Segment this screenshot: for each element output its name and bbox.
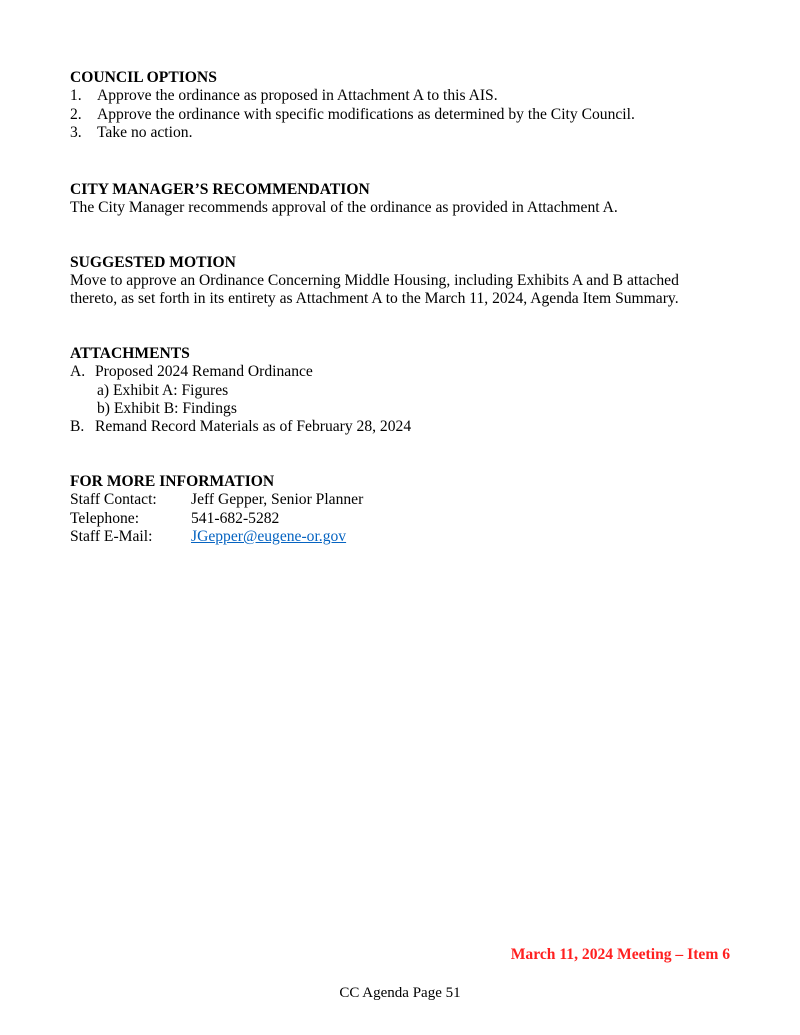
attachments-heading: ATTACHMENTS xyxy=(70,345,190,363)
attachment-item xyxy=(70,418,730,436)
list-item xyxy=(70,87,730,105)
list-marker: 3. xyxy=(70,123,82,141)
attachment-item-text: Remand Record Materials as of February 28, 2024 xyxy=(95,418,412,436)
info-label: Telephone: xyxy=(70,509,140,527)
council-options-heading: COUNCIL OPTIONS xyxy=(70,69,217,86)
list-item-text: Approve the ordinance with specific modifications as determined by the City Council. xyxy=(97,105,635,123)
info-label: Staff Contact: xyxy=(70,491,157,509)
suggested-motion-heading: SUGGESTED MOTION xyxy=(70,253,236,271)
meeting-item-note: March 11, 2024 Meeting – Item 6 xyxy=(510,946,730,963)
attachment-subitem: b) Exhibit B: Findings xyxy=(97,400,237,418)
list-marker: 1. xyxy=(70,87,82,105)
for-more-information-heading: FOR MORE INFORMATION xyxy=(70,473,275,491)
section-city-manager-recommendation xyxy=(70,181,730,218)
list-marker: A. xyxy=(70,363,86,381)
city-manager-recommendation-body: The City Manager recommends approval of the ordinance as provided in Attachment A. xyxy=(70,199,618,217)
info-row-staff-email xyxy=(70,528,730,546)
suggested-motion-line: thereto, as set forth in its entirety as Attachment A to the March 11, 2024, Agenda Item Summary. xyxy=(70,290,679,308)
list-item xyxy=(70,106,730,124)
staff-email-link[interactable]: JGepper@eugene-or.gov xyxy=(191,528,347,546)
list-item-text: Approve the ordinance as proposed in Attachment A to this AIS. xyxy=(97,87,498,105)
section-council-options xyxy=(70,69,730,142)
section-attachments xyxy=(70,345,730,436)
list-item-text: Take no action. xyxy=(97,123,193,141)
info-value: 541-682-5282 xyxy=(191,509,280,527)
info-row-telephone xyxy=(70,510,730,528)
city-manager-recommendation-heading: CITY MANAGER’S RECOMMENDATION xyxy=(70,181,370,199)
list-marker: B. xyxy=(70,418,85,436)
list-item xyxy=(70,124,730,142)
info-row-staff-contact xyxy=(70,491,730,509)
attachment-item-text: Proposed 2024 Remand Ordinance xyxy=(95,363,313,381)
section-suggested-motion xyxy=(70,254,730,309)
info-label: Staff E-Mail: xyxy=(70,528,153,546)
section-for-more-information xyxy=(70,473,730,546)
attachment-subitem: a) Exhibit A: Figures xyxy=(97,381,229,399)
page-number-label: CC Agenda Page 51 xyxy=(339,985,461,1001)
list-marker: 2. xyxy=(70,105,82,123)
info-value: Jeff Gepper, Senior Planner xyxy=(191,491,364,509)
suggested-motion-line: Move to approve an Ordinance Concerning Middle Housing, including Exhibits A and B attached xyxy=(70,272,679,290)
attachment-item xyxy=(70,363,730,381)
